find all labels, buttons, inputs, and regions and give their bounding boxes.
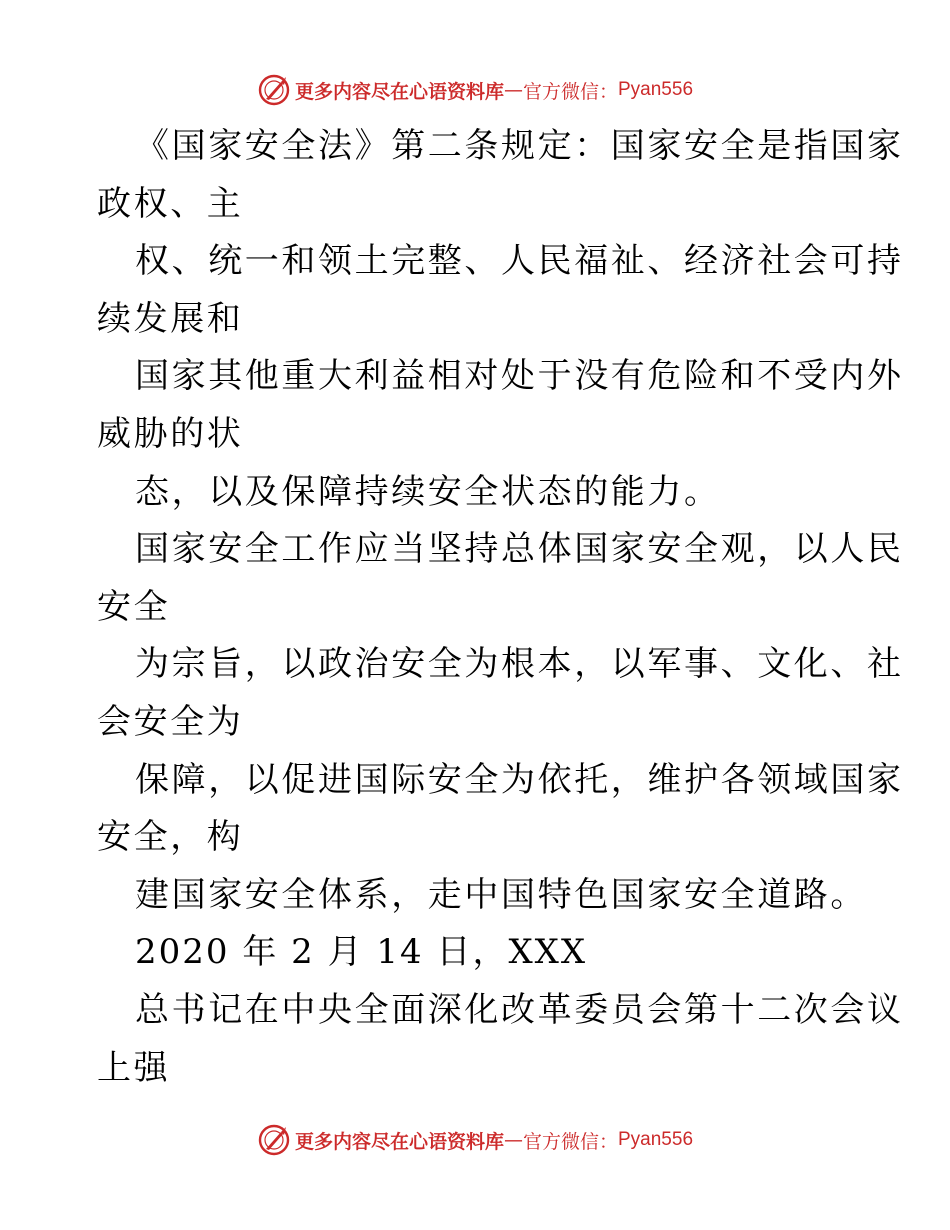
banner-wechat-label: 官方微信： bbox=[522, 1130, 618, 1153]
text-line: 国家其他重大利益相对处于没有危险和不受内外 bbox=[135, 356, 904, 397]
text-line: 权、统一和领土完整、人民福祉、经济社会可持 bbox=[135, 241, 904, 282]
text-line: 政权、主 bbox=[97, 183, 244, 224]
footer-watermark bbox=[0, 1120, 950, 1160]
banner-dash: — bbox=[503, 79, 523, 101]
text-line: 续发展和 bbox=[97, 298, 244, 339]
banner-site-name: 更多内容尽在心语资料库 bbox=[294, 80, 504, 103]
text-line: 上强 bbox=[97, 1047, 171, 1088]
document-body bbox=[97, 118, 904, 1097]
text-line: 建国家安全体系，走中国特色国家安全道路。 bbox=[135, 874, 867, 915]
text-line: 国家安全工作应当坚持总体国家安全观，以人民 bbox=[135, 529, 904, 570]
text-line: 威胁的状 bbox=[97, 413, 244, 454]
text-line: 总书记在中央全面深化改革委员会第十二次会议 bbox=[135, 989, 904, 1030]
quill-logo-icon bbox=[257, 73, 291, 107]
date-line: 2020 年 2 月 14 日，XXX bbox=[135, 932, 588, 973]
text-line: 会安全为 bbox=[97, 701, 244, 742]
text-line: 安全，构 bbox=[97, 817, 244, 858]
banner-wechat-label: 官方微信： bbox=[522, 80, 618, 103]
header-watermark bbox=[0, 70, 950, 110]
quill-logo-icon bbox=[257, 1123, 291, 1157]
text-line: 保障，以促进国际安全为依托，维护各领域国家 bbox=[135, 759, 904, 800]
banner-wechat-id: Pyan556 bbox=[618, 1129, 694, 1150]
text-line: 态，以及保障持续安全状态的能力。 bbox=[135, 471, 721, 512]
text-line: 为宗旨，以政治安全为根本，以军事、文化、社 bbox=[135, 644, 904, 685]
banner-dash: — bbox=[503, 1129, 523, 1151]
text-line: 安全 bbox=[97, 586, 171, 627]
banner-site-name: 更多内容尽在心语资料库 bbox=[294, 1130, 504, 1153]
text-line: 《国家安全法》第二条规定：国家安全是指国家 bbox=[135, 126, 904, 166]
banner-wechat-id: Pyan556 bbox=[618, 79, 694, 100]
